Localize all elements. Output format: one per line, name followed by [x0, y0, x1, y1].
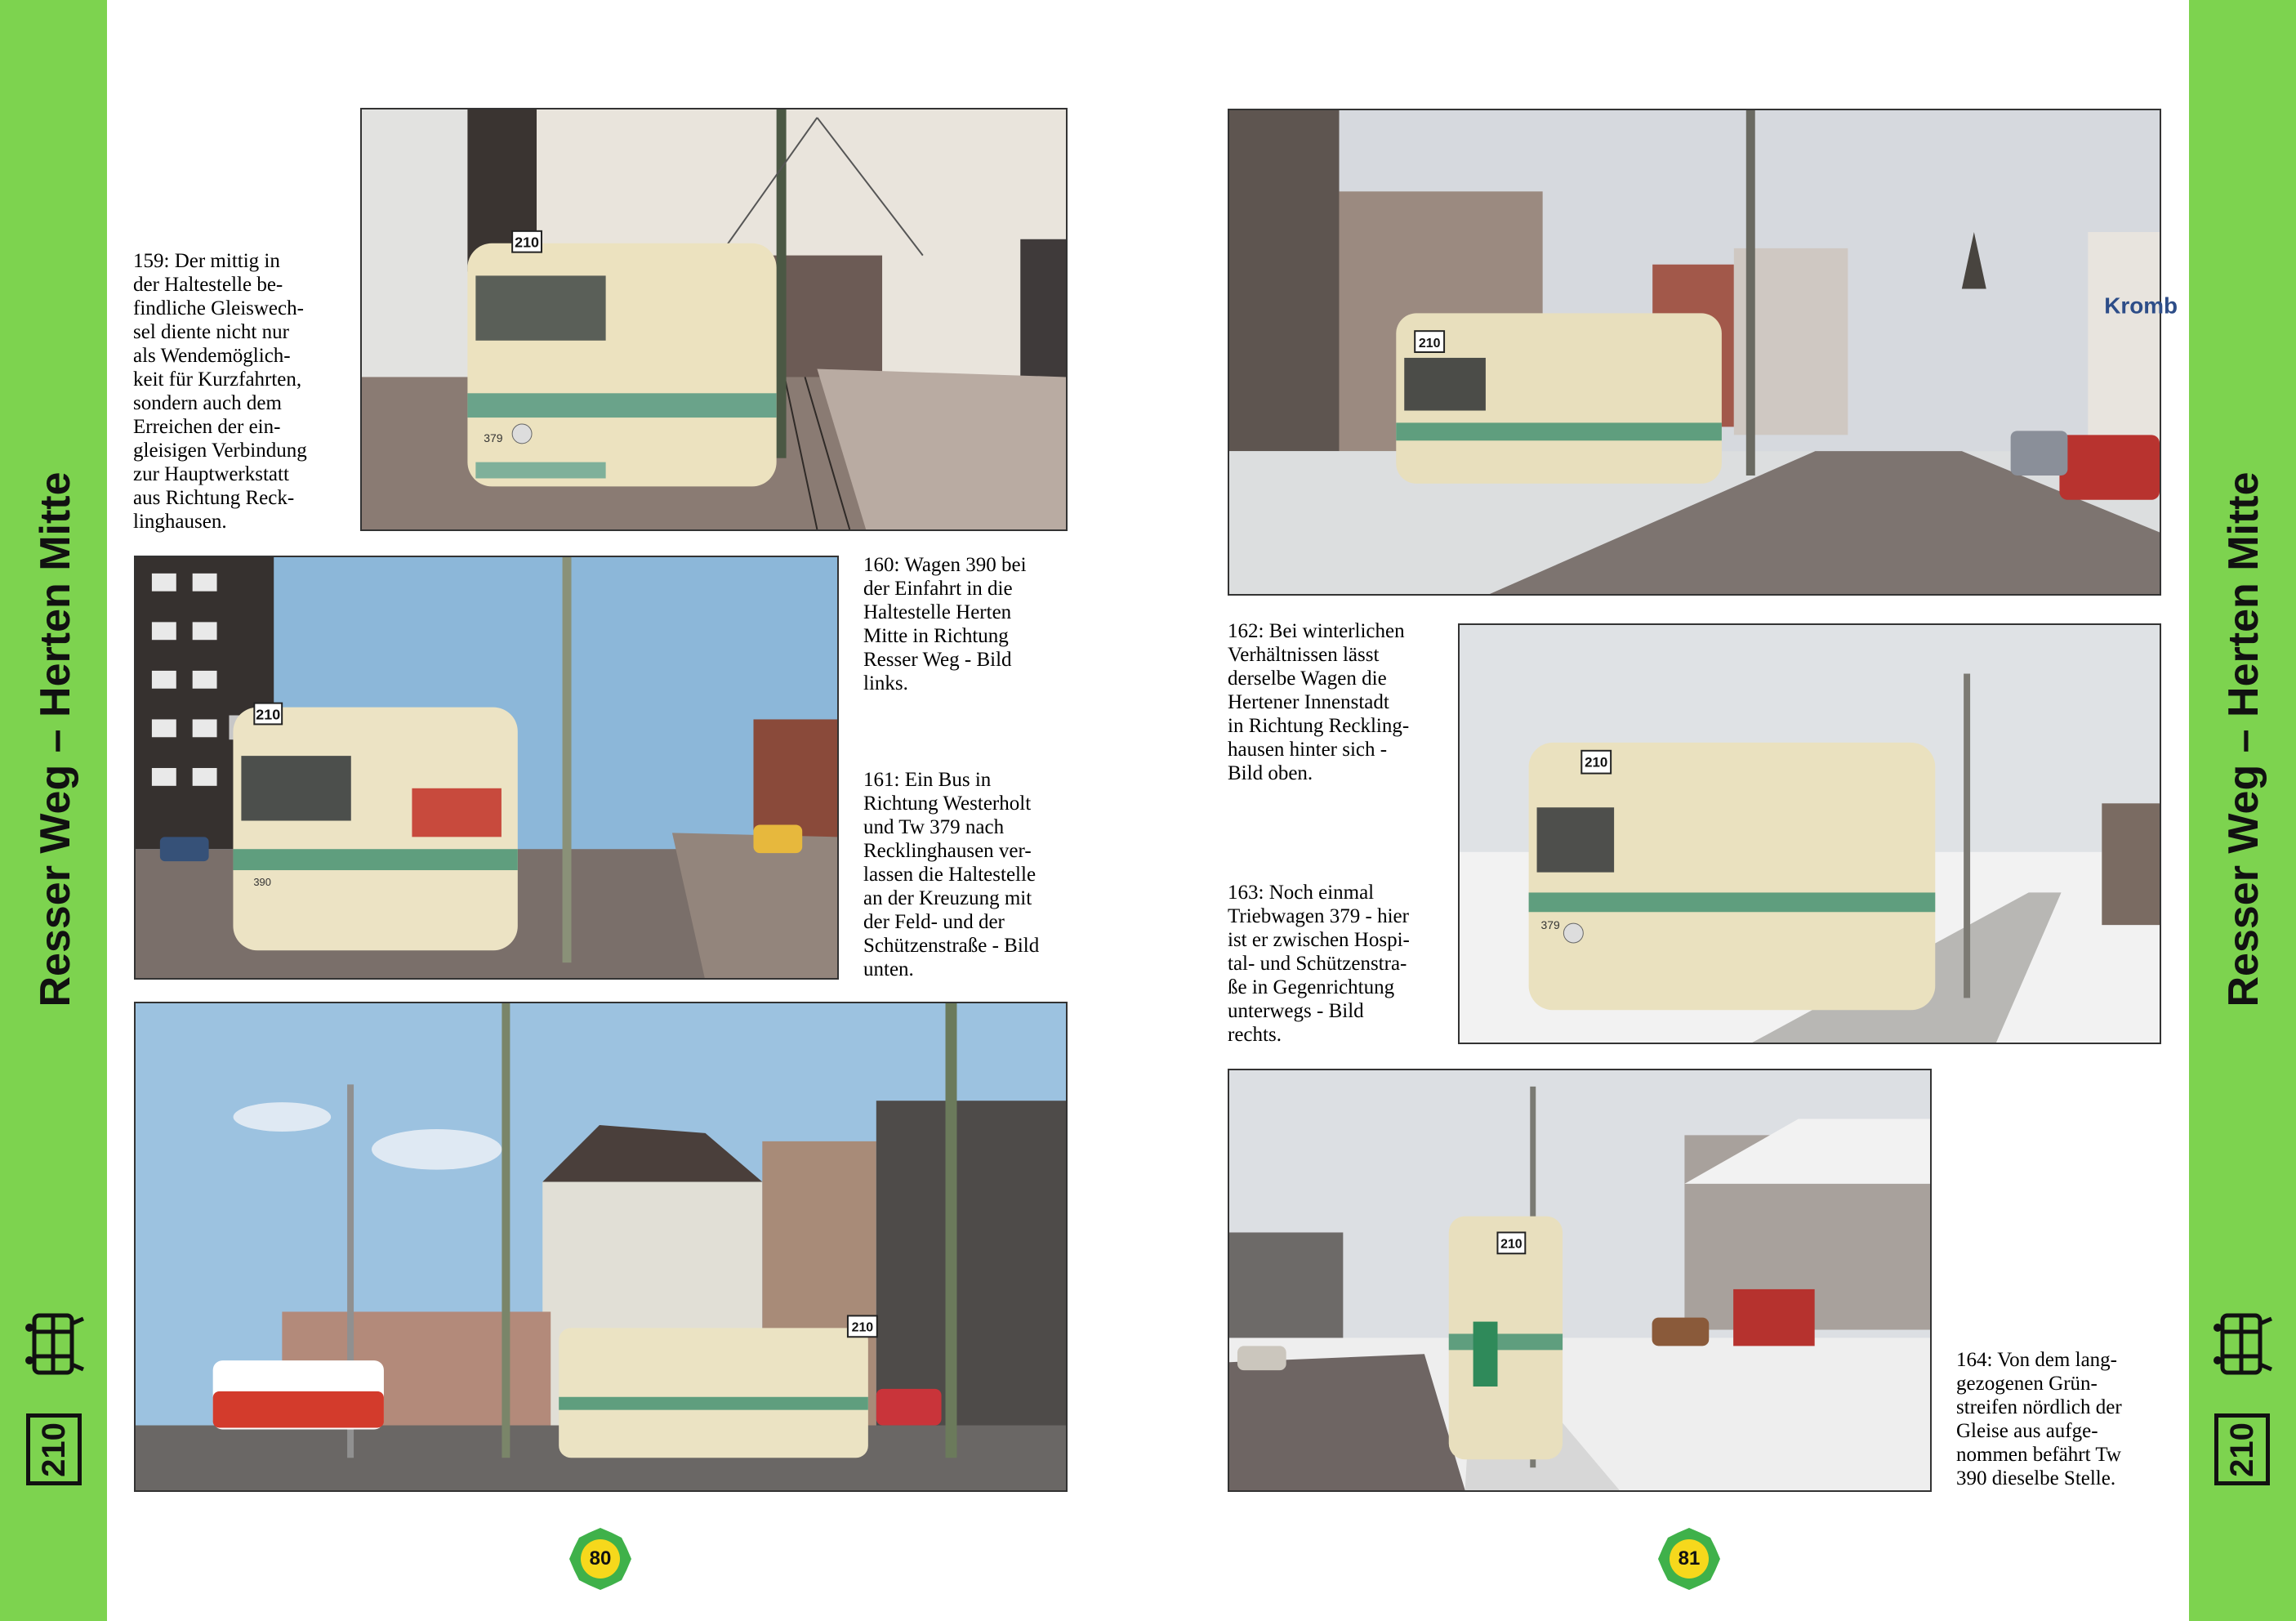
page-number: 81 — [1678, 1547, 1701, 1570]
page-number: 80 — [589, 1547, 612, 1570]
shop-sign: Kromb — [2104, 292, 2178, 319]
left-vertical-title: Resser Weg – Herten Mitte — [32, 471, 79, 1007]
page-number-badge — [568, 1526, 633, 1592]
line-number-badge — [2214, 1413, 2270, 1485]
caption-163: 163: Noch einmal Triebwagen 379 - hier ist er zwischen Hospi- tal- und Schützenstra- ße in Gegenrichtung unterwegs - Bild rechts. — [1228, 882, 1410, 1046]
caption-162: 162: Bei winterlichen Verhältnissen lässt derselbe Wagen die Hertener Innenstadt in Richtung Reckling- hausen hinter sich - Bild oben. — [1228, 620, 1410, 784]
caption-160: 160: Wagen 390 bei der Einfahrt in die Haltestelle Herten Mitte in Richtung Resser Weg - Bild links. — [863, 554, 1027, 694]
caption-161: 161: Ein Bus in Richtung Westerholt und Tw 379 nach Recklinghausen ver- lassen die Haltestelle an der Kreuzung mit der Feld- und der Schützenstraße - Bild unten. — [863, 769, 1040, 980]
line-number-badge — [26, 1413, 82, 1485]
tram-route-sign: 210 — [1500, 1237, 1522, 1252]
tram-icon — [23, 1307, 88, 1381]
right-vertical-title: Resser Weg – Herten Mitte — [2220, 471, 2267, 1007]
tram-fleet-number: 390 — [253, 875, 271, 888]
caption-164: 164: Von dem lang- gezogenen Grün- streifen nördlich der Gleise aus aufge- nommen befährt Tw 390 dieselbe Stelle. — [1956, 1349, 2122, 1489]
tram-fleet-number: 379 — [1540, 918, 1560, 932]
tram-fleet-number: 379 — [484, 431, 503, 444]
tram-route-sign: 210 — [1585, 754, 1608, 770]
tram-route-sign: 210 — [256, 706, 281, 723]
tram-route-sign: 210 — [515, 234, 539, 251]
page-number-badge — [1656, 1526, 1722, 1592]
tram-route-sign: 210 — [851, 1320, 874, 1335]
caption-159: 159: Der mittig in der Haltestelle be- findliche Gleiswech- sel diente nicht nur als Wendemöglich- keit für Kurzfahrten, sondern auch dem Erreichen der ein- gleisigen Verbindung zur Hauptwerkstatt aus Richtung Reck- linghausen. — [133, 250, 307, 533]
photo-159 — [360, 108, 1068, 531]
tram-icon — [2211, 1307, 2276, 1381]
tram-route-sign: 210 — [1418, 337, 1441, 351]
line-number-text: 210 — [35, 1422, 72, 1477]
photo-163 — [1458, 623, 2161, 1044]
photo-161 — [134, 1002, 1068, 1492]
line-number-text: 210 — [2223, 1422, 2260, 1477]
photo-160 — [134, 556, 839, 980]
photo-164 — [1228, 1069, 1932, 1492]
photo-162 — [1228, 109, 2178, 596]
